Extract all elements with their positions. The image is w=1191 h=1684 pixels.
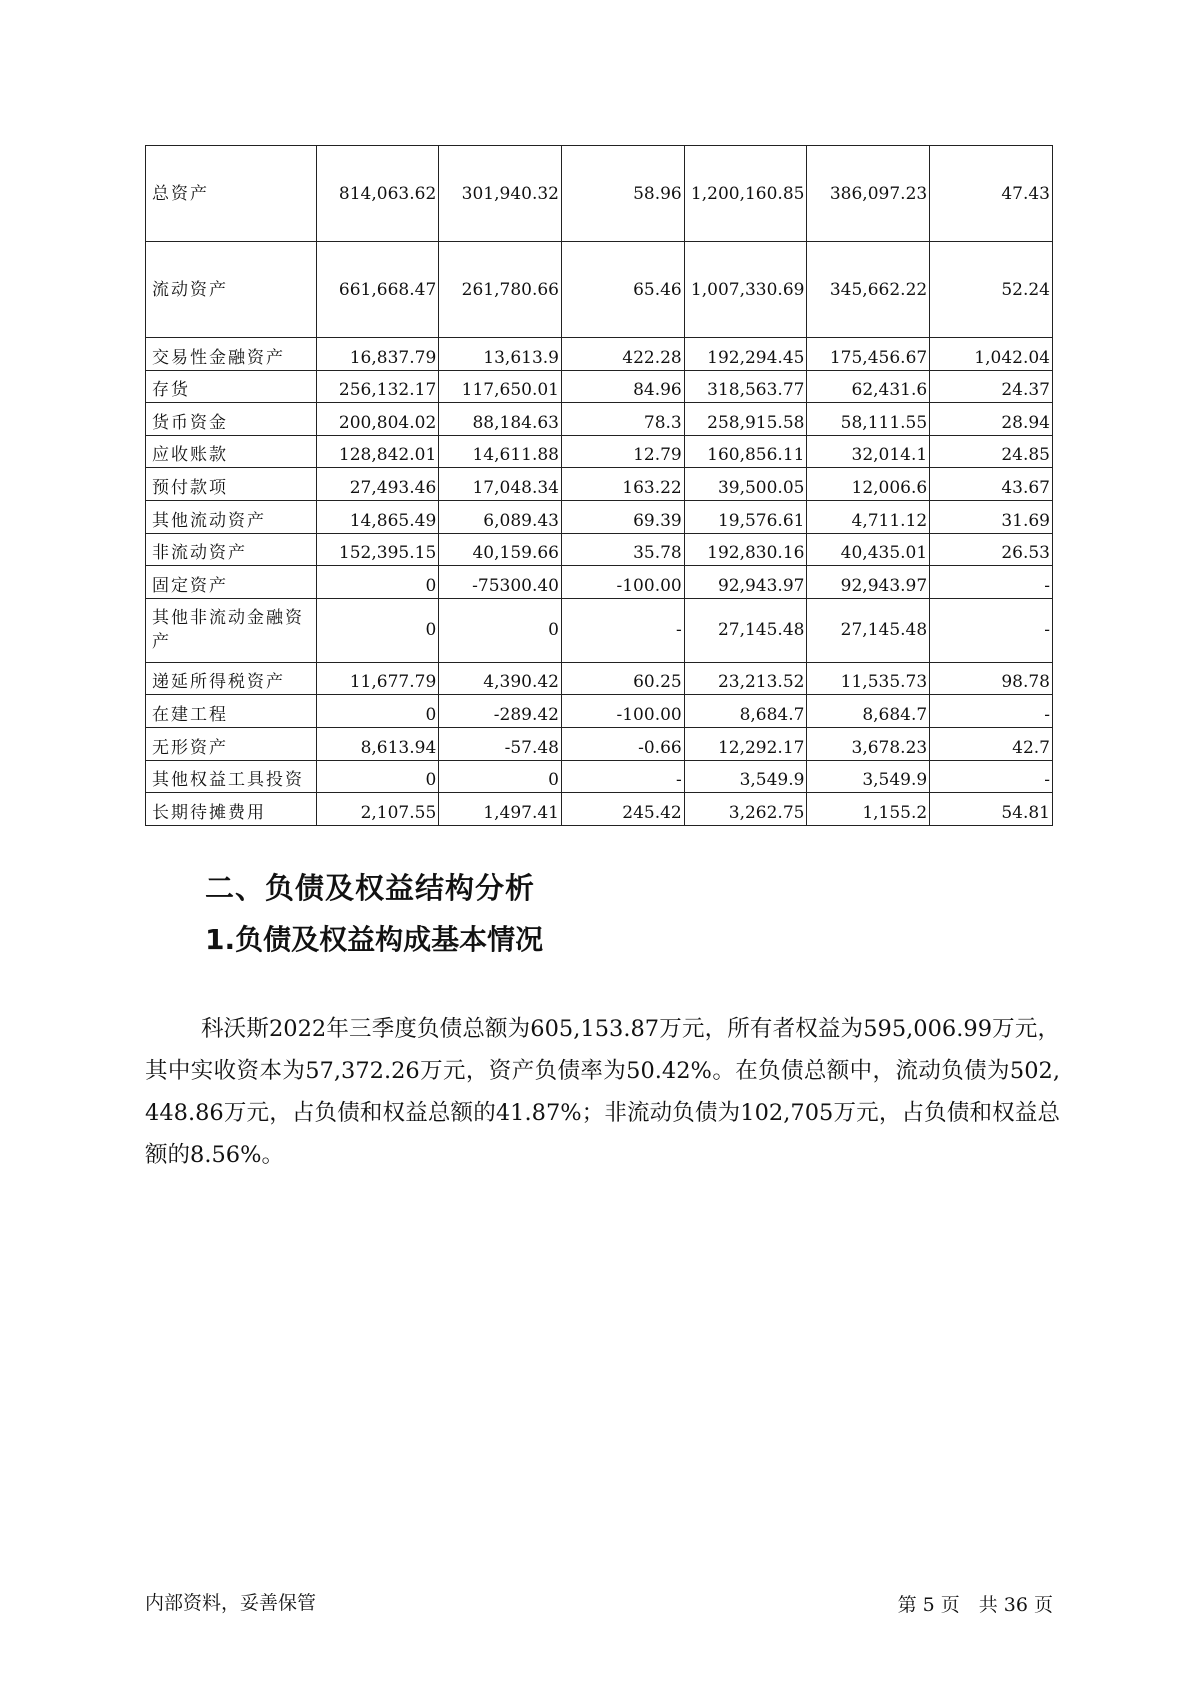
table-cell: 11,677.79 <box>316 662 439 695</box>
row-label: 流动资产 <box>146 242 317 338</box>
section-heading: 二、负债及权益结构分析 <box>205 871 536 905</box>
table-cell: - <box>930 695 1053 728</box>
table-cell: 163.22 <box>562 468 685 501</box>
row-label: 应收账款 <box>146 435 317 468</box>
table-cell: 6,089.43 <box>439 500 562 533</box>
row-label: 递延所得税资产 <box>146 662 317 695</box>
table-cell: 4,390.42 <box>439 662 562 695</box>
row-label: 固定资产 <box>146 566 317 599</box>
table-row <box>146 695 1053 728</box>
table-cell: 11,535.73 <box>807 662 930 695</box>
table-cell: 175,456.67 <box>807 338 930 371</box>
table-cell: 3,262.75 <box>684 793 807 826</box>
table-cell: 12,292.17 <box>684 727 807 760</box>
table-cell: -289.42 <box>439 695 562 728</box>
table-row <box>146 468 1053 501</box>
table-cell: 661,668.47 <box>316 242 439 338</box>
row-label: 其他流动资产 <box>146 500 317 533</box>
table-cell: 117,650.01 <box>439 370 562 403</box>
table-row <box>146 727 1053 760</box>
table-cell: 814,063.62 <box>316 146 439 242</box>
table-cell: 62,431.6 <box>807 370 930 403</box>
table-row <box>146 793 1053 826</box>
table-cell: 40,435.01 <box>807 533 930 566</box>
table-cell: 43.67 <box>930 468 1053 501</box>
table-cell: 27,145.48 <box>807 598 930 662</box>
table-cell: 0 <box>316 695 439 728</box>
table-cell: 65.46 <box>562 242 685 338</box>
table-cell: 84.96 <box>562 370 685 403</box>
table-cell: 92,943.97 <box>684 566 807 599</box>
table-row <box>146 662 1053 695</box>
table-cell: 26.53 <box>930 533 1053 566</box>
table-cell: 47.43 <box>930 146 1053 242</box>
table-cell: 301,940.32 <box>439 146 562 242</box>
table-cell: 54.81 <box>930 793 1053 826</box>
subsection-heading: 1.负债及权益构成基本情况 <box>205 923 544 956</box>
table-cell: 1,042.04 <box>930 338 1053 371</box>
row-label: 长期待摊费用 <box>146 793 317 826</box>
table-cell: 39,500.05 <box>684 468 807 501</box>
table-cell: 32,014.1 <box>807 435 930 468</box>
table-cell: 60.25 <box>562 662 685 695</box>
table-cell: 24.37 <box>930 370 1053 403</box>
table-cell: 8,613.94 <box>316 727 439 760</box>
table-row <box>146 598 1053 662</box>
table-cell: 14,611.88 <box>439 435 562 468</box>
table-cell: 17,048.34 <box>439 468 562 501</box>
table-cell: 152,395.15 <box>316 533 439 566</box>
table-cell: -75300.40 <box>439 566 562 599</box>
table-cell: -57.48 <box>439 727 562 760</box>
table-cell: 318,563.77 <box>684 370 807 403</box>
table-cell: 345,662.22 <box>807 242 930 338</box>
table-cell: -0.66 <box>562 727 685 760</box>
table-cell: 128,842.01 <box>316 435 439 468</box>
table-cell: 58,111.55 <box>807 403 930 436</box>
table-cell: 1,155.2 <box>807 793 930 826</box>
table-cell: 3,678.23 <box>807 727 930 760</box>
table-cell: - <box>930 566 1053 599</box>
table-cell: 27,493.46 <box>316 468 439 501</box>
table-cell: 12.79 <box>562 435 685 468</box>
row-label: 非流动资产 <box>146 533 317 566</box>
table-cell: 4,711.12 <box>807 500 930 533</box>
table-cell: 12,006.6 <box>807 468 930 501</box>
table-cell: 0 <box>316 598 439 662</box>
asset-table <box>145 145 1053 826</box>
table-cell: 3,549.9 <box>807 760 930 793</box>
table-cell: 8,684.7 <box>684 695 807 728</box>
table-cell: 52.24 <box>930 242 1053 338</box>
table-cell: 23,213.52 <box>684 662 807 695</box>
table-cell: 35.78 <box>562 533 685 566</box>
table-cell: 24.85 <box>930 435 1053 468</box>
row-label: 其他非流动金融资产 <box>146 598 317 662</box>
table-row <box>146 242 1053 338</box>
table-cell: - <box>930 760 1053 793</box>
asset-table-body <box>146 146 1053 826</box>
table-cell: 8,684.7 <box>807 695 930 728</box>
table-cell: 31.69 <box>930 500 1053 533</box>
table-row <box>146 370 1053 403</box>
table-cell: 256,132.17 <box>316 370 439 403</box>
table-cell: 14,865.49 <box>316 500 439 533</box>
table-cell: 261,780.66 <box>439 242 562 338</box>
table-row <box>146 435 1053 468</box>
row-label: 货币资金 <box>146 403 317 436</box>
table-row <box>146 146 1053 242</box>
table-cell: 0 <box>439 760 562 793</box>
table-row <box>146 760 1053 793</box>
table-cell: 0 <box>439 598 562 662</box>
table-cell: 3,549.9 <box>684 760 807 793</box>
footer-page-number: 第 5 页 共 36 页 <box>897 1594 1053 1616</box>
table-cell: 40,159.66 <box>439 533 562 566</box>
table-cell: 88,184.63 <box>439 403 562 436</box>
row-label: 在建工程 <box>146 695 317 728</box>
table-cell: 58.96 <box>562 146 685 242</box>
table-cell: 98.78 <box>930 662 1053 695</box>
table-cell: 19,576.61 <box>684 500 807 533</box>
table-cell: 28.94 <box>930 403 1053 436</box>
row-label: 存货 <box>146 370 317 403</box>
table-cell: 69.39 <box>562 500 685 533</box>
table-row <box>146 566 1053 599</box>
table-cell: 192,830.16 <box>684 533 807 566</box>
body-paragraph: 科沃斯2022年三季度负债总额为605,153.87万元，所有者权益为595,006.99万元，其中实收资本为57,372.26万元，资产负债率为50.42%。在负债总额中，流动负债为502,448.86万元，占负债和权益总额的41.87%；非流动负债为102,705万元，占负债和权益总额的8.56%。 <box>145 1015 1060 1168</box>
table-cell: 192,294.45 <box>684 338 807 371</box>
table-row <box>146 403 1053 436</box>
row-label: 预付款项 <box>146 468 317 501</box>
row-label: 总资产 <box>146 146 317 242</box>
table-cell: 258,915.58 <box>684 403 807 436</box>
table-cell: 200,804.02 <box>316 403 439 436</box>
table-cell: 0 <box>316 760 439 793</box>
table-cell: 422.28 <box>562 338 685 371</box>
table-cell: -100.00 <box>562 695 685 728</box>
table-cell: 27,145.48 <box>684 598 807 662</box>
table-cell: 42.7 <box>930 727 1053 760</box>
table-cell: - <box>930 598 1053 662</box>
table-cell: - <box>562 760 685 793</box>
table-cell: 13,613.9 <box>439 338 562 371</box>
table-cell: 16,837.79 <box>316 338 439 371</box>
footer-confidential-note: 内部资料，妥善保管 <box>145 1592 317 1614</box>
table-cell: 1,007,330.69 <box>684 242 807 338</box>
table-row <box>146 500 1053 533</box>
table-cell: 0 <box>316 566 439 599</box>
table-cell: 1,200,160.85 <box>684 146 807 242</box>
table-row <box>146 533 1053 566</box>
row-label: 交易性金融资产 <box>146 338 317 371</box>
table-cell: 78.3 <box>562 403 685 436</box>
table-cell: 160,856.11 <box>684 435 807 468</box>
table-row <box>146 338 1053 371</box>
table-cell: 245.42 <box>562 793 685 826</box>
table-cell: 2,107.55 <box>316 793 439 826</box>
table-cell: - <box>562 598 685 662</box>
table-cell: 92,943.97 <box>807 566 930 599</box>
row-label: 无形资产 <box>146 727 317 760</box>
table-cell: -100.00 <box>562 566 685 599</box>
table-cell: 386,097.23 <box>807 146 930 242</box>
row-label: 其他权益工具投资 <box>146 760 317 793</box>
table-cell: 1,497.41 <box>439 793 562 826</box>
